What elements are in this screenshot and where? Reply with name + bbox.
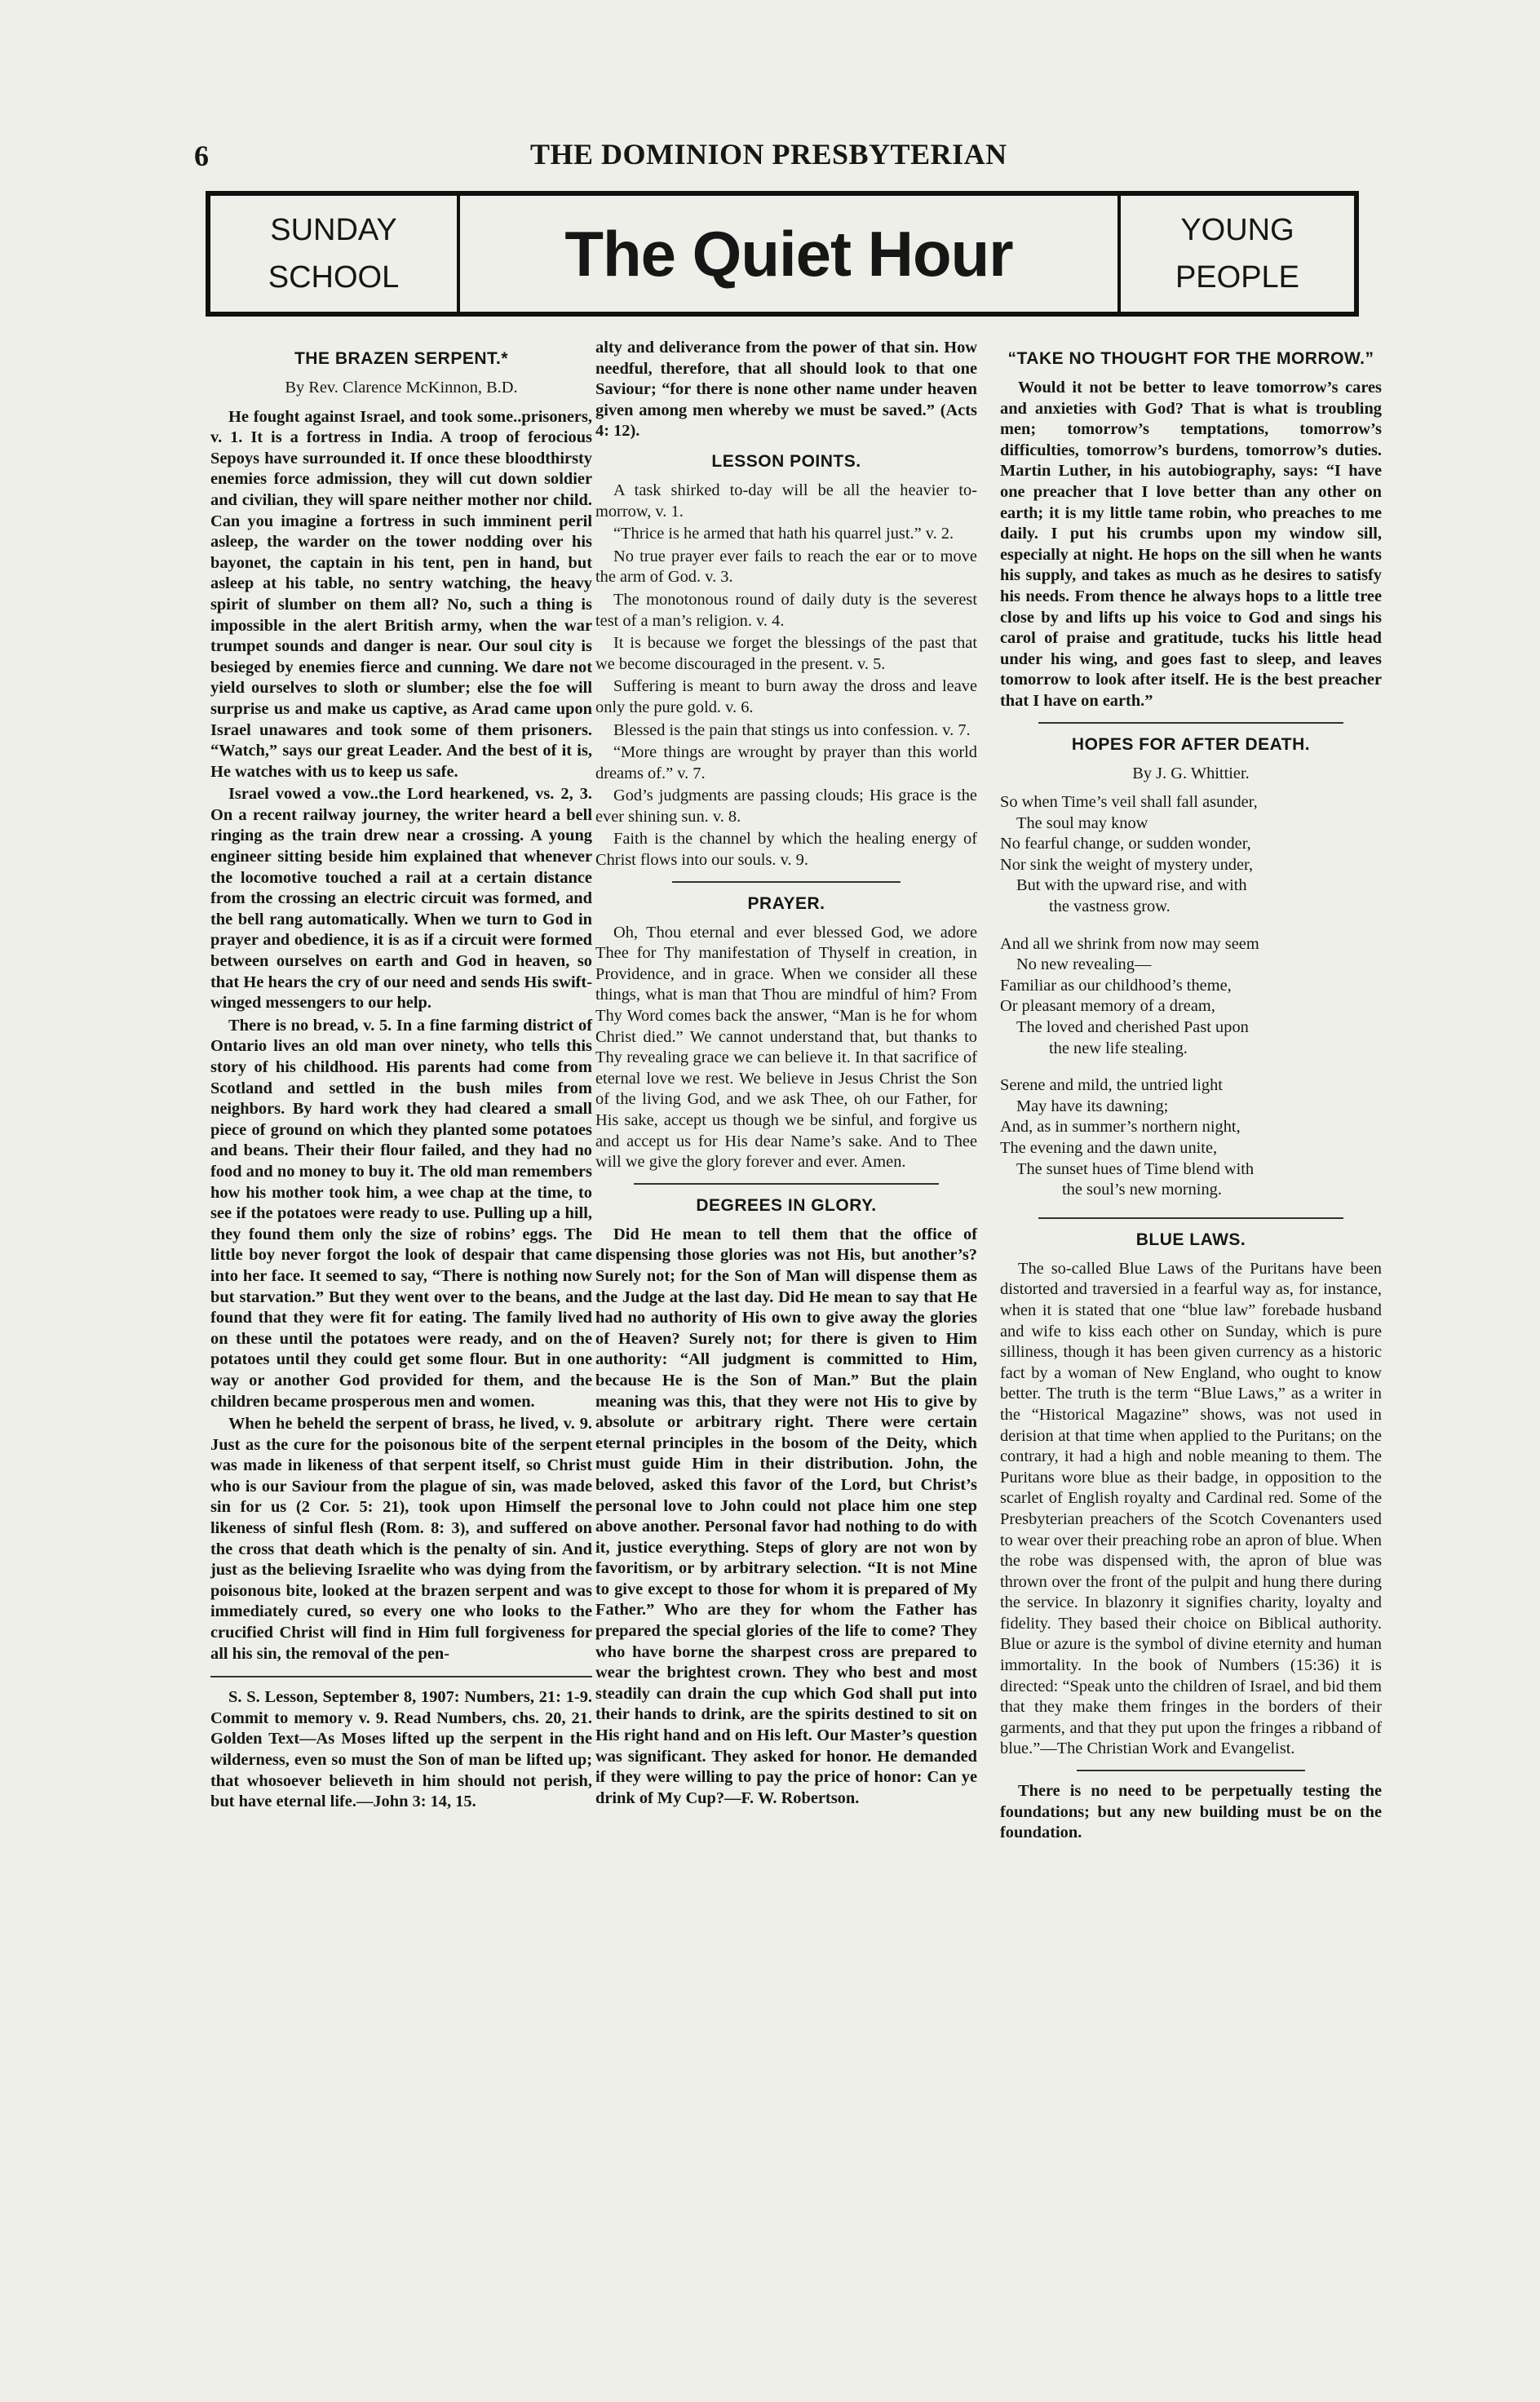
article-byline: By Rev. Clarence McKinnon, B.D. (285, 379, 518, 397)
article-continuation: alty and deliverance from the power of that sin. How needful, therefore, that all should look to that one Saviour; “for there is none other name under heaven given among men whereby we must be saved.” (Acts 4: 12). (595, 339, 977, 441)
lesson-point: A task shirked to-day will be all the heavier to-morrow, v. 1. (595, 481, 977, 521)
article-paragraph: Israel vowed a vow..the Lord hearkened, vs. 2, 3. On a recent railway journey, the writer heard a bell ringing as the train drew near a crossing. A young engineer sitting beside him explained that whenever the locomotive touched a rail at a certain distance from the crossing an electric circuit was formed, and the bell rang automatically. When we turn to God in prayer and obedience, it is as if a circuit were formed between ourselves on earth and God in heaven, so that He hears the cry of our need and sends His swift-winged messengers to our help. (210, 785, 592, 1013)
poem-line: Serene and mild, the untried light (1000, 1076, 1223, 1095)
poem-line: The soul may know (1016, 813, 1148, 832)
lesson-point: God’s judgments are passing clouds; His grace is the ever shining sun. v. 8. (595, 787, 977, 826)
banner-right-box (1117, 196, 1354, 312)
poem-line: The loved and cherished Past upon (1016, 1018, 1249, 1037)
prayer-text: Oh, Thou eternal and ever blessed God, we adore Thee for Thy manifestation of Thyself in creation, in Providence, and in grace. When we consider all these things, what is man that Thou are mindful of him? From Thy Word comes back the answer, “Man is he for whom Christ died.” We cannot understand that, but thanks to Thy revealing grace we can believe it. In that sacrifice of eternal love we rest. We believe in Jesus Christ the Son of the living God, and we ask Thee, oh our Father, for His sake, accept us though we be sinful, and forgive us and accept us for His dear Name’s sake. And to Thee will we give the glory forever and ever. Amen. (595, 923, 977, 1172)
degrees-text: Did He mean to tell them that the office of dispensing those glories was not His, but another’s? Surely not; for the Son of Man will dispense them as the Judge at the last day. Did He mean to say that He had no authority of His own to give away the glories of Heaven? Surely not; for there is given to Him authority: “All judgment is committed to Him, because He is the Son of Man.” But the plain meaning was this, that they were not His to give by absolute or arbitrary right. There were certain eternal principles in the bosom of the Deity, which must guide Him in their distribution. John, the beloved, asked this favor of the Lord, but Christ’s personal love to John could not place him one step above another. Personal favor had nothing to do with it, justice everything. Steps of glory are not won by favoritism, or by arbitrary selection. “It is not Mine to give except to those for whom it is prepared of My Father.” Who are they for whom the Father has prepared the special glories of the life to come? They who have borne the sharpest cross are prepared to wear the brightest crown. They who best and most steadily can drain the cup which God shall put into their hands to drink, are the spirits destined to sit on His right hand and on His left. Our Master’s question was significant. They asked for honor. He demanded if they were willing to pay the price of honor: Can ye drink of My Cup?—F. W. Robertson. (595, 1225, 977, 1807)
morrow-heading: “TAKE NO THOUGHT FOR THE MORROW.” (1007, 349, 1374, 368)
section-divider (634, 1183, 939, 1185)
lesson-point: The monotonous round of daily duty is the severest test of a man’s religion. v. 4. (595, 590, 977, 630)
lesson-point: It is because we forget the blessings of the past that we become discouraged in the present. v. 5. (595, 634, 977, 673)
poem-line: Or pleasant memory of a dream, (1000, 997, 1215, 1016)
poem-line: the new life stealing. (1049, 1039, 1188, 1057)
page-number: 6 (194, 140, 209, 172)
lesson-point: Blessed is the pain that stings us into confession. v. 7. (613, 720, 971, 739)
poem-line: And all we shrink from now may seem (1000, 934, 1259, 953)
lesson-note-box (210, 1676, 592, 1813)
section-divider (1038, 722, 1343, 724)
banner-left-box (210, 196, 460, 312)
running-head: THE DOMINION PRESBYTERIAN (530, 138, 1007, 171)
poem-line: And, as in summer’s northern night, (1000, 1118, 1241, 1137)
poem-line: But with the upward rise, and with (1016, 876, 1247, 895)
banner-right-line1: YOUNG (1180, 213, 1294, 247)
lesson-points-heading: LESSON POINTS. (711, 451, 861, 471)
poem-stanza-2 (1000, 934, 1382, 1060)
poem-line: The evening and the dawn unite, (1000, 1139, 1218, 1157)
poem-line: Familiar as our childhood’s theme, (1000, 976, 1232, 995)
blue-laws-heading: BLUE LAWS. (1135, 1230, 1246, 1249)
poem-stanza-3 (1000, 1075, 1382, 1201)
section-divider (672, 881, 901, 883)
lesson-point: “More things are wrought by prayer than this world dreams of.” v. 7. (595, 743, 977, 782)
closing-note: There is no need to be perpetually testing the foundations; but any new building must be on the foundation. (1000, 1782, 1382, 1842)
poem-byline: By J. G. Whittier. (1132, 764, 1250, 782)
section-divider (1077, 1770, 1306, 1771)
poem-line: The sunset hues of Time blend with (1016, 1159, 1255, 1178)
degrees-heading: DEGREES IN GLORY. (696, 1195, 877, 1215)
banner-left-line1: SUNDAY (270, 213, 397, 247)
article-heading-brazen-serpent: THE BRAZEN SERPENT.* (294, 349, 509, 368)
poem-line: So when Time’s veil shall fall asunder, (1000, 793, 1258, 812)
hopes-heading: HOPES FOR AFTER DEATH. (1071, 734, 1311, 754)
column-1 (210, 339, 592, 1815)
lesson-point: Faith is the channel by which the healing energy of Christ flows into our souls. v. 9. (595, 830, 977, 870)
prayer-heading: PRAYER. (747, 893, 825, 913)
poem-line: No new revealing— (1016, 955, 1152, 974)
poem-stanza-1 (1000, 792, 1382, 918)
banner-title: The Quiet Hour (564, 217, 1013, 290)
column-3 (1000, 339, 1382, 1846)
poem-line: May have its dawning; (1016, 1097, 1169, 1115)
blue-laws-text: The so-called Blue Laws of the Puritans have been distorted and traversied in a fearful way as, for instance, when it is stated that one “blue law” forebade husband and wife to kiss each other on Sunday, which is pure silliness, though it has been given currency as a historic fact by a woman of New England, who ought to know better. The truth is the term “Blue Laws,” as a writer in the “Historical Magazine” shows, was not used in derision at that time when applied to the Puritans; on the contrary, it had a high and noble meaning to them. The Puritans wore blue as their badge, in opposition to the scarlet of English royalty and Cardinal red. Some of the Presbyterian preachers of the Scotch Covenanters used to wear over their preaching robe an apron of blue. When the robe was dispensed with, the apron of blue was thrown over the front of the pulpit and hung there during the service. In blazonry it signifies charity, loyalty and fidelity. They based their choice on Biblical authority. Blue or azure is the symbol of divine eternity and human immortality. In the book of Numbers (15:36) it is directed: “Speak unto the children of Israel, and bid them that they make them fringes in the borders of their garments, and that they put upon the fringes a ribband of blue.”—The Christian Work and Evangelist. (1000, 1259, 1382, 1758)
lesson-note: S. S. Lesson, September 8, 1907: Numbers, 21: 1-9. Commit to memory v. 9. Read Numbers, chs. 20, 21. Golden Text—As Moses lifted up the serpent in the wilderness, even so must the Son of man be lifted up; that whosoever believeth in him should not perish, but have eternal life.—John 3: 14, 15. (210, 1688, 592, 1811)
lesson-point: No true prayer ever fails to reach the ear or to move the arm of God. v. 3. (595, 547, 977, 587)
article-paragraph: When he beheld the serpent of brass, he lived, v. 9. Just as the cure for the poisonous bite of the serpent was made in likeness of that serpent itself, so Christ who is our Saviour from the plague of sin, was made sin for us (2 Cor. 5: 21), took upon Himself the likeness of sinful flesh (Rom. 8: 3), and suffered on the cross that death which is the penalty of sin. And just as the believing Israelite who was dying from the poisonous bite, looked at the brazen serpent and was immediately cured, so every one who looks to the crucified Christ will find in Him full forgiveness for all his sin, the removal of the pen- (210, 1415, 592, 1663)
banner-left-line2: SCHOOL (268, 260, 400, 295)
article-paragraph: There is no bread, v. 5. In a fine farming district of Ontario lives an old man over ninety, who tells this story of his childhood. His parents had come from Scotland and settled in the bush miles from neighbors. By hard work they had cleared a small piece of ground on which they planted some potatoes and beans. Their their flour failed, and they had no food and no money to buy it. The old man remembers how his mother took him, a wee chap at the time, to see if the potatoes were ready to use. Pulling up a hill, they found them only the size of robins’ eggs. The little boy never forgot the look of despair that came into her face. It seemed to say, “There is nothing now but starvation.” But they went over to the beans, and found that they were fit for eating. The family lived on these until the potatoes were ready, and on the potatoes until they could get some flour. But in one way or another God provided for them, and the children became prosperous men and women. (210, 1016, 592, 1411)
poem-line: Nor sink the weight of mystery under, (1000, 855, 1254, 874)
poem-line: the vastness grow. (1049, 897, 1170, 916)
article-paragraph: He fought against Israel, and took some..prisoners, v. 1. It is a fortress in India. A troop of ferocious Sepoys have surrounded it. If once these bloodthirsty enemies force admission, they will cut down soldier and civilian, they will spare neither mother nor child. Can you imagine a fortress in such imminent peril asleep, the warder on the tower nodding over his bayonet, the captain in his tent, pen in hand, but asleep at his table, no sentry watching, the heavy spirit of slumber on them all? No, such a thing is impossible in the alert British army, when the war trumpet sounds and danger is near. Our soul city is besieged by enemies fierce and cunning. We dare not yield ourselves to sloth or slumber; else the foe will surprise us and make us captive, as Arad came upon Israel unawares and took some of them prisoners. “Watch,” says our great Leader. And the best of it is, He watches with us to keep us safe. (210, 407, 592, 781)
poem-line: the soul’s new morning. (1062, 1181, 1222, 1199)
morrow-text: Would it not be better to leave tomorrow’s cares and anxieties with God? That is what is troubling men; tomorrow’s temptations, tomorrow’s difficulties, tomorrow’s burdens, tomorrow’s duties. Martin Luther, in his autobiography, says: “I have one preacher that I love better than any other on earth; it is my little tame robin, who preaches to me daily. I put his crumbs upon my window sill, especially at night. He hops on the sill when he wants his supply, and takes as much as he desires to satisfy his needs. From thence he always hops to a little tree close by and lifts up his voice to God and sings his carol of praise and gratitude, tucks his little head under his wing, and goes fast to sleep, and leaves tomorrow to look after itself. He is the best preacher that I have on earth.” (1000, 379, 1382, 710)
poem-line: No fearful change, or sudden wonder, (1000, 835, 1251, 853)
section-banner (206, 191, 1359, 317)
column-2 (595, 338, 977, 1810)
lesson-point: “Thrice is he armed that hath his quarrel just.” v. 2. (613, 525, 954, 543)
banner-right-line2: PEOPLE (1175, 260, 1300, 295)
section-divider (1038, 1217, 1343, 1219)
lesson-point: Suffering is meant to burn away the dross and leave only the pure gold. v. 6. (595, 677, 977, 716)
